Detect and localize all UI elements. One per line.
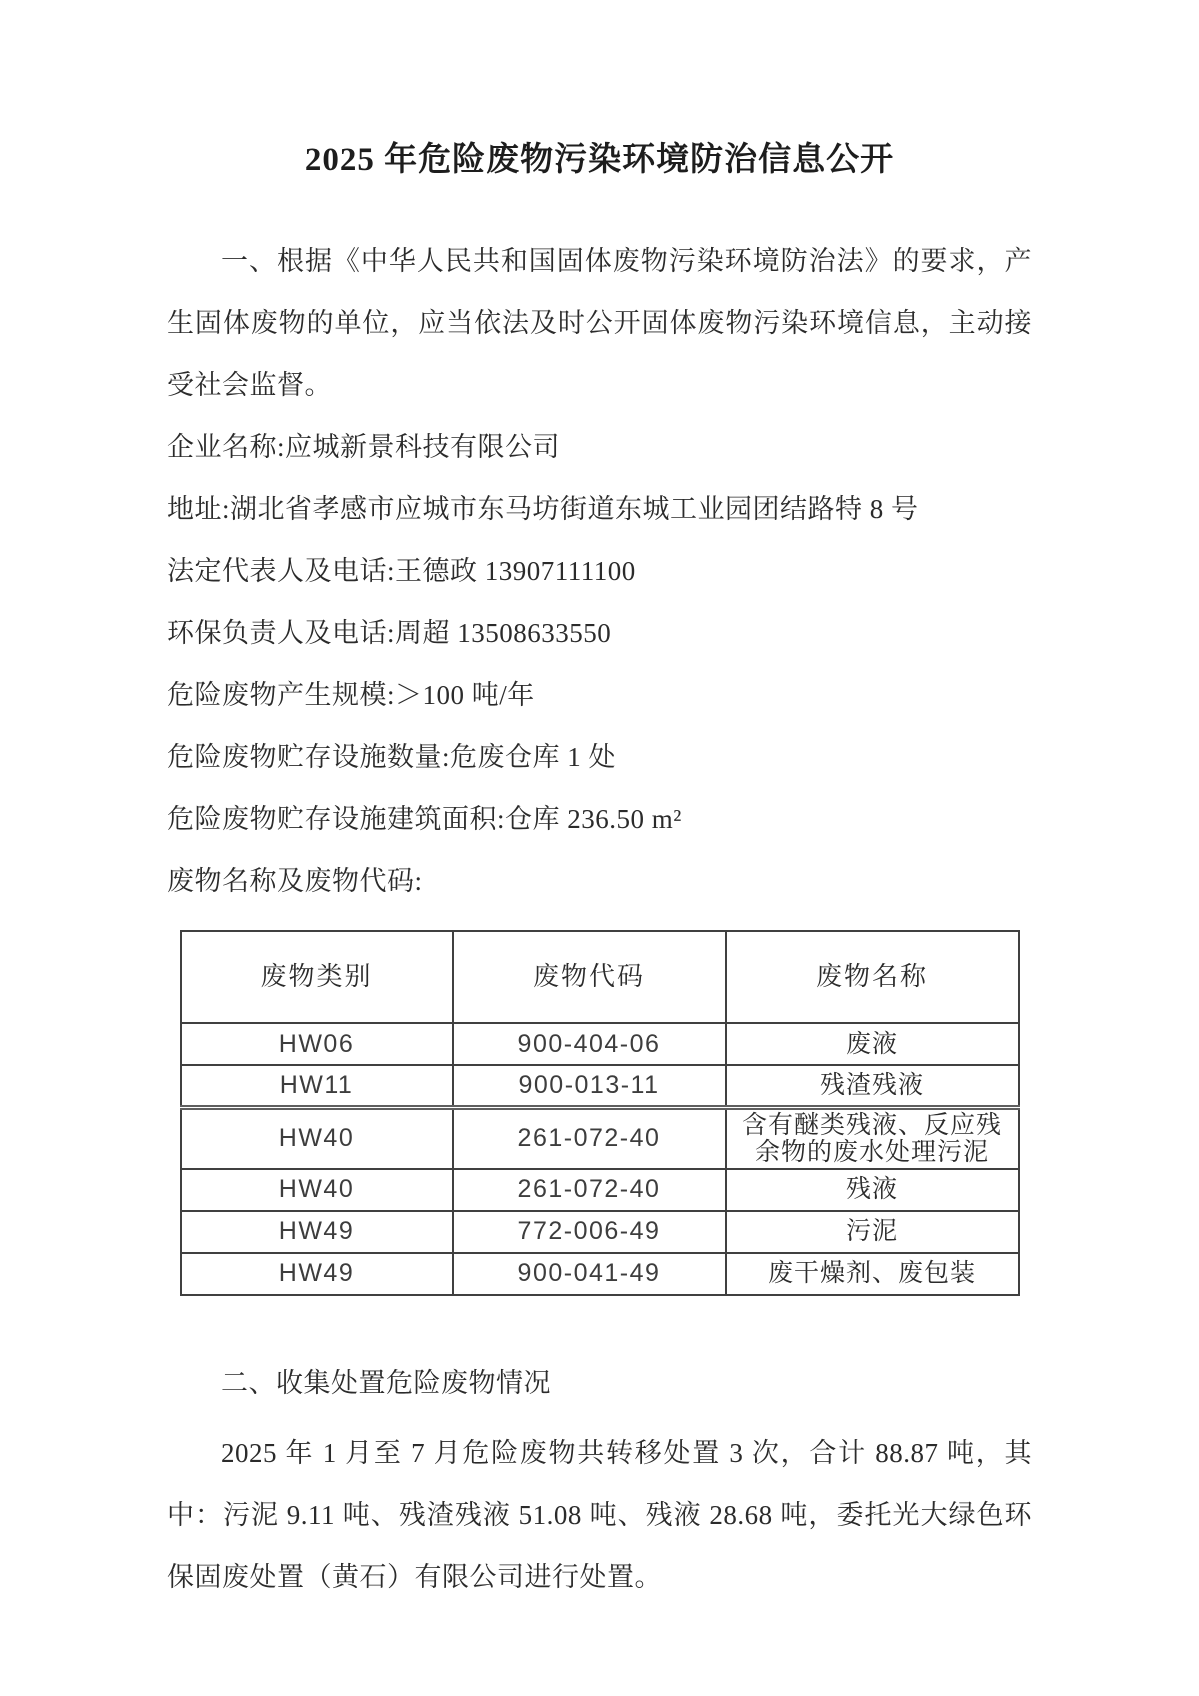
table-header-waste-code: 废物代码 <box>453 931 726 1023</box>
table-cell-code: 900-404-06 <box>453 1023 726 1065</box>
table-row <box>181 1169 1019 1211</box>
table-cell-code: 261-072-40 <box>453 1169 726 1211</box>
waste-table-header-row <box>181 931 1019 1023</box>
table-cell-name: 废液 <box>726 1023 1019 1065</box>
table-header-waste-name: 废物名称 <box>726 931 1019 1023</box>
table-cell-category: HW49 <box>181 1253 453 1295</box>
table-cell-name: 含有醚类残液、反应残余物的废水处理污泥 <box>726 1107 1019 1169</box>
waste-table-head <box>181 931 1019 1023</box>
intro-paragraph: 一、根据《中华人民共和国固体废物污染环境防治法》的要求，产生固体废物的单位，应当依法及时公开固体废物污染环境信息，主动接受社会监督。 <box>167 246 1032 400</box>
table-cell-category: HW40 <box>181 1169 453 1211</box>
info-line-company-name: 企业名称:应城新景科技有限公司 <box>167 432 561 462</box>
waste-table-body <box>181 1023 1019 1295</box>
table-row <box>181 1211 1019 1253</box>
info-line-storage-count: 危险废物贮存设施数量:危废仓库 1 处 <box>167 742 617 772</box>
table-cell-name: 残液 <box>726 1169 1019 1211</box>
table-row <box>181 1107 1019 1169</box>
info-line-env-officer: 环保负责人及电话:周超 13508633550 <box>167 618 612 648</box>
table-cell-category: HW06 <box>181 1023 453 1065</box>
table-cell-code: 772-006-49 <box>453 1211 726 1253</box>
info-line-production-scale: 危险废物产生规模:＞100 吨/年 <box>167 680 535 710</box>
table-cell-name: 残渣残液 <box>726 1065 1019 1107</box>
table-cell-category: HW11 <box>181 1065 453 1107</box>
info-line-storage-area: 危险废物贮存设施建筑面积:仓库 236.50 m² <box>167 804 682 834</box>
document-title: 2025 年危险废物污染环境防治信息公开 <box>304 142 895 178</box>
table-row <box>181 1065 1019 1107</box>
table-cell-category: HW49 <box>181 1211 453 1253</box>
document-body <box>167 230 1032 1608</box>
table-row <box>181 1023 1019 1065</box>
table-cell-category: HW40 <box>181 1107 453 1169</box>
table-cell-name: 污泥 <box>726 1211 1019 1253</box>
closing-paragraph: 2025 年 1 月至 7 月危险废物共转移处置 3 次，合计 88.87 吨，其中：污泥 9.11 吨、残渣残液 51.08 吨、残液 28.68 吨，委托光大绿色环保固废处置（黄石）有限公司进行处置。 <box>167 1437 1032 1592</box>
info-line-address: 地址:湖北省孝感市应城市东马坊街道东城工业园团结路特 8 号 <box>167 494 919 524</box>
waste-table <box>180 930 1020 1296</box>
table-cell-name: 废干燥剂、废包装 <box>726 1253 1019 1295</box>
table-header-waste-category: 废物类别 <box>181 931 453 1023</box>
table-cell-code: 900-013-11 <box>453 1065 726 1107</box>
info-line-table-caption: 废物名称及废物代码: <box>167 866 423 896</box>
table-cell-code: 261-072-40 <box>453 1107 726 1169</box>
info-line-legal-representative: 法定代表人及电话:王德政 13907111100 <box>167 556 636 586</box>
section2-heading: 二、收集处置危险废物情况 <box>221 1367 551 1398</box>
table-cell-code: 900-041-49 <box>453 1253 726 1295</box>
table-row <box>181 1253 1019 1295</box>
